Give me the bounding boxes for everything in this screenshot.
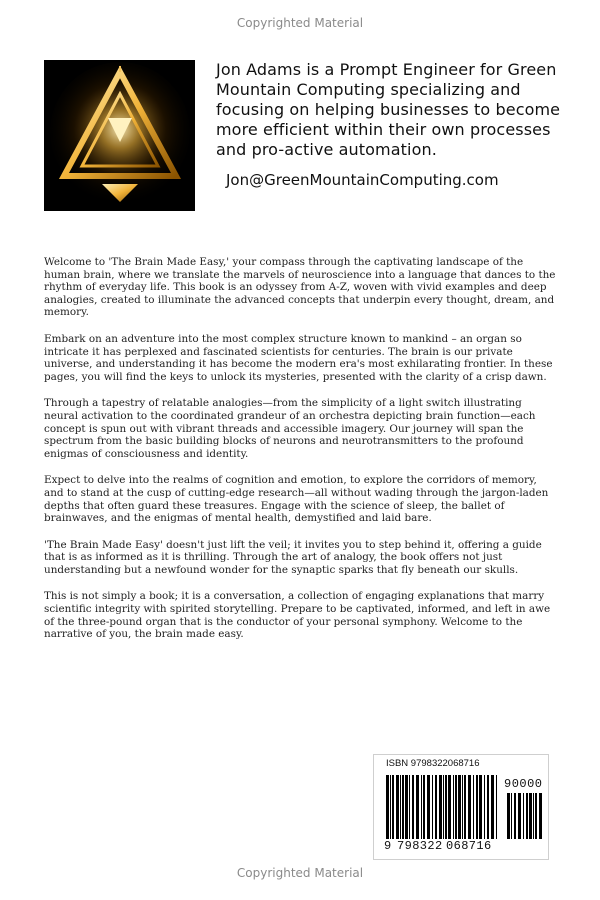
barcode-bar <box>386 775 389 839</box>
barcode-bar <box>464 775 466 839</box>
barcode-bar <box>539 793 542 839</box>
barcode-bar <box>476 775 478 839</box>
barcode-bar <box>473 775 474 839</box>
copyright-watermark-top: Copyrighted Material <box>236 16 364 30</box>
barcode-bar <box>392 775 394 839</box>
barcode-bar <box>533 793 534 839</box>
barcode-bar <box>448 775 451 839</box>
barcode-bar <box>396 775 399 839</box>
golden-triangle-icon <box>44 60 195 211</box>
barcode-bar <box>412 775 414 839</box>
barcode-bar <box>468 775 471 839</box>
description-paragraph: Expect to delve into the realms of cognition and emotion, to explore the corridors of memory, and to stand at the cusp of cutting-edge research—all without wading through the jargon-laden depths that often guard these treasures. Engage with the science of sleep, the ballet of brainwaves, and the enigmas of mental health, demystified and laid bare. <box>44 474 549 525</box>
author-logo <box>44 60 195 211</box>
barcode-bar <box>390 775 391 839</box>
barcode-bar <box>427 775 430 839</box>
price-code: 90000 <box>504 777 543 791</box>
barcode-bar <box>496 775 497 839</box>
barcode-bar <box>523 793 524 839</box>
author-email: Jon@GreenMountainComputing.com <box>226 171 499 189</box>
barcode-bar <box>405 775 408 839</box>
barcode-bar <box>518 793 521 839</box>
barcode-bar <box>535 793 537 839</box>
barcode-bar <box>453 775 454 839</box>
barcode-bar <box>439 775 442 839</box>
barcode-digit-lead: 9 <box>384 839 392 853</box>
barcode-bar <box>511 793 512 839</box>
barcode-bar <box>443 775 444 839</box>
barcode-bar <box>529 793 532 839</box>
barcode-bar <box>479 775 482 839</box>
author-bio: Jon Adams is a Prompt Engineer for Green Mountain Computing specializing and focusing on helping businesses to become more efficient within their own processes and pro-active automation. <box>216 60 561 159</box>
barcode-bar <box>514 793 516 839</box>
barcode-bar <box>435 775 437 839</box>
barcode-digits-right: 068716 <box>446 839 492 853</box>
barcode-bars <box>386 775 498 839</box>
barcode-bar <box>484 775 485 839</box>
barcode-bar <box>416 775 419 839</box>
barcode-bar <box>487 775 489 839</box>
isbn-label: ISBN 9798322068716 <box>386 758 480 769</box>
barcode-bar <box>400 775 401 839</box>
description-paragraph: Welcome to 'The Brain Made Easy,' your compass through the captivating landscape of the human brain, where we translate the marvels of neuroscience into a language that dances to the rhythm of everyday life. This book is an odyssey from A-Z, woven with vivid examples and deep analogies, created to illuminate the advanced concepts that underpin every thought, dream, and memory. <box>44 256 556 319</box>
isbn-barcode <box>373 754 549 860</box>
book-description <box>44 256 558 655</box>
barcode-bar <box>526 793 528 839</box>
description-paragraph: Embark on an adventure into the most complex structure known to mankind – an organ so intricate it has perplexed and fascinated scientists for centuries. The brain is our private universe, and understanding it has become the modern era's most exhilarating frontier. In these pages, you will find the keys to unlock its mysteries, presented with the clarity of a crisp dawn. <box>44 332 553 383</box>
barcode-bar <box>462 775 463 839</box>
barcode-bar <box>458 775 461 839</box>
price-addon-bars <box>507 793 543 839</box>
description-paragraph: This is not simply a book; it is a conversation, a collection of engaging explanations that marry scientific integrity with spirited storytelling. Prepare to be captivated, informed, and left in awe of the three-pound organ that is the conductor of your personal symphony. Welcome to the narrative of you, the brain made easy. <box>44 590 551 641</box>
barcode-bar <box>507 793 510 839</box>
barcode-bar <box>455 775 457 839</box>
barcode-bar <box>445 775 447 839</box>
barcode-bar <box>421 775 422 839</box>
barcode-bar <box>491 775 494 839</box>
barcode-bar <box>423 775 425 839</box>
description-paragraph: Through a tapestry of relatable analogies—from the simplicity of a light switch illustrating neural activation to the coordinated grandeur of an orchestra depicting brain function—each concept is spun out with vibrant threads and accessible imagery. Our journey will span the spectrum from the basic building blocks of neurons and neurotransmitters to the profound enigmas of consciousness and identity. <box>44 397 536 460</box>
barcode-bar <box>409 775 410 839</box>
copyright-watermark-bottom: Copyrighted Material <box>236 866 364 880</box>
description-paragraph: 'The Brain Made Easy' doesn't just lift the veil; it invites you to step behind it, offering a guide that is as informed as it is thrilling. Through the art of analogy, the book offers not just understanding but a newfound wonder for the synaptic sparks that fly beneath our skulls. <box>44 538 542 576</box>
barcode-digits-left: 798322 <box>397 839 443 853</box>
barcode-bar <box>432 775 433 839</box>
barcode-bar <box>402 775 404 839</box>
